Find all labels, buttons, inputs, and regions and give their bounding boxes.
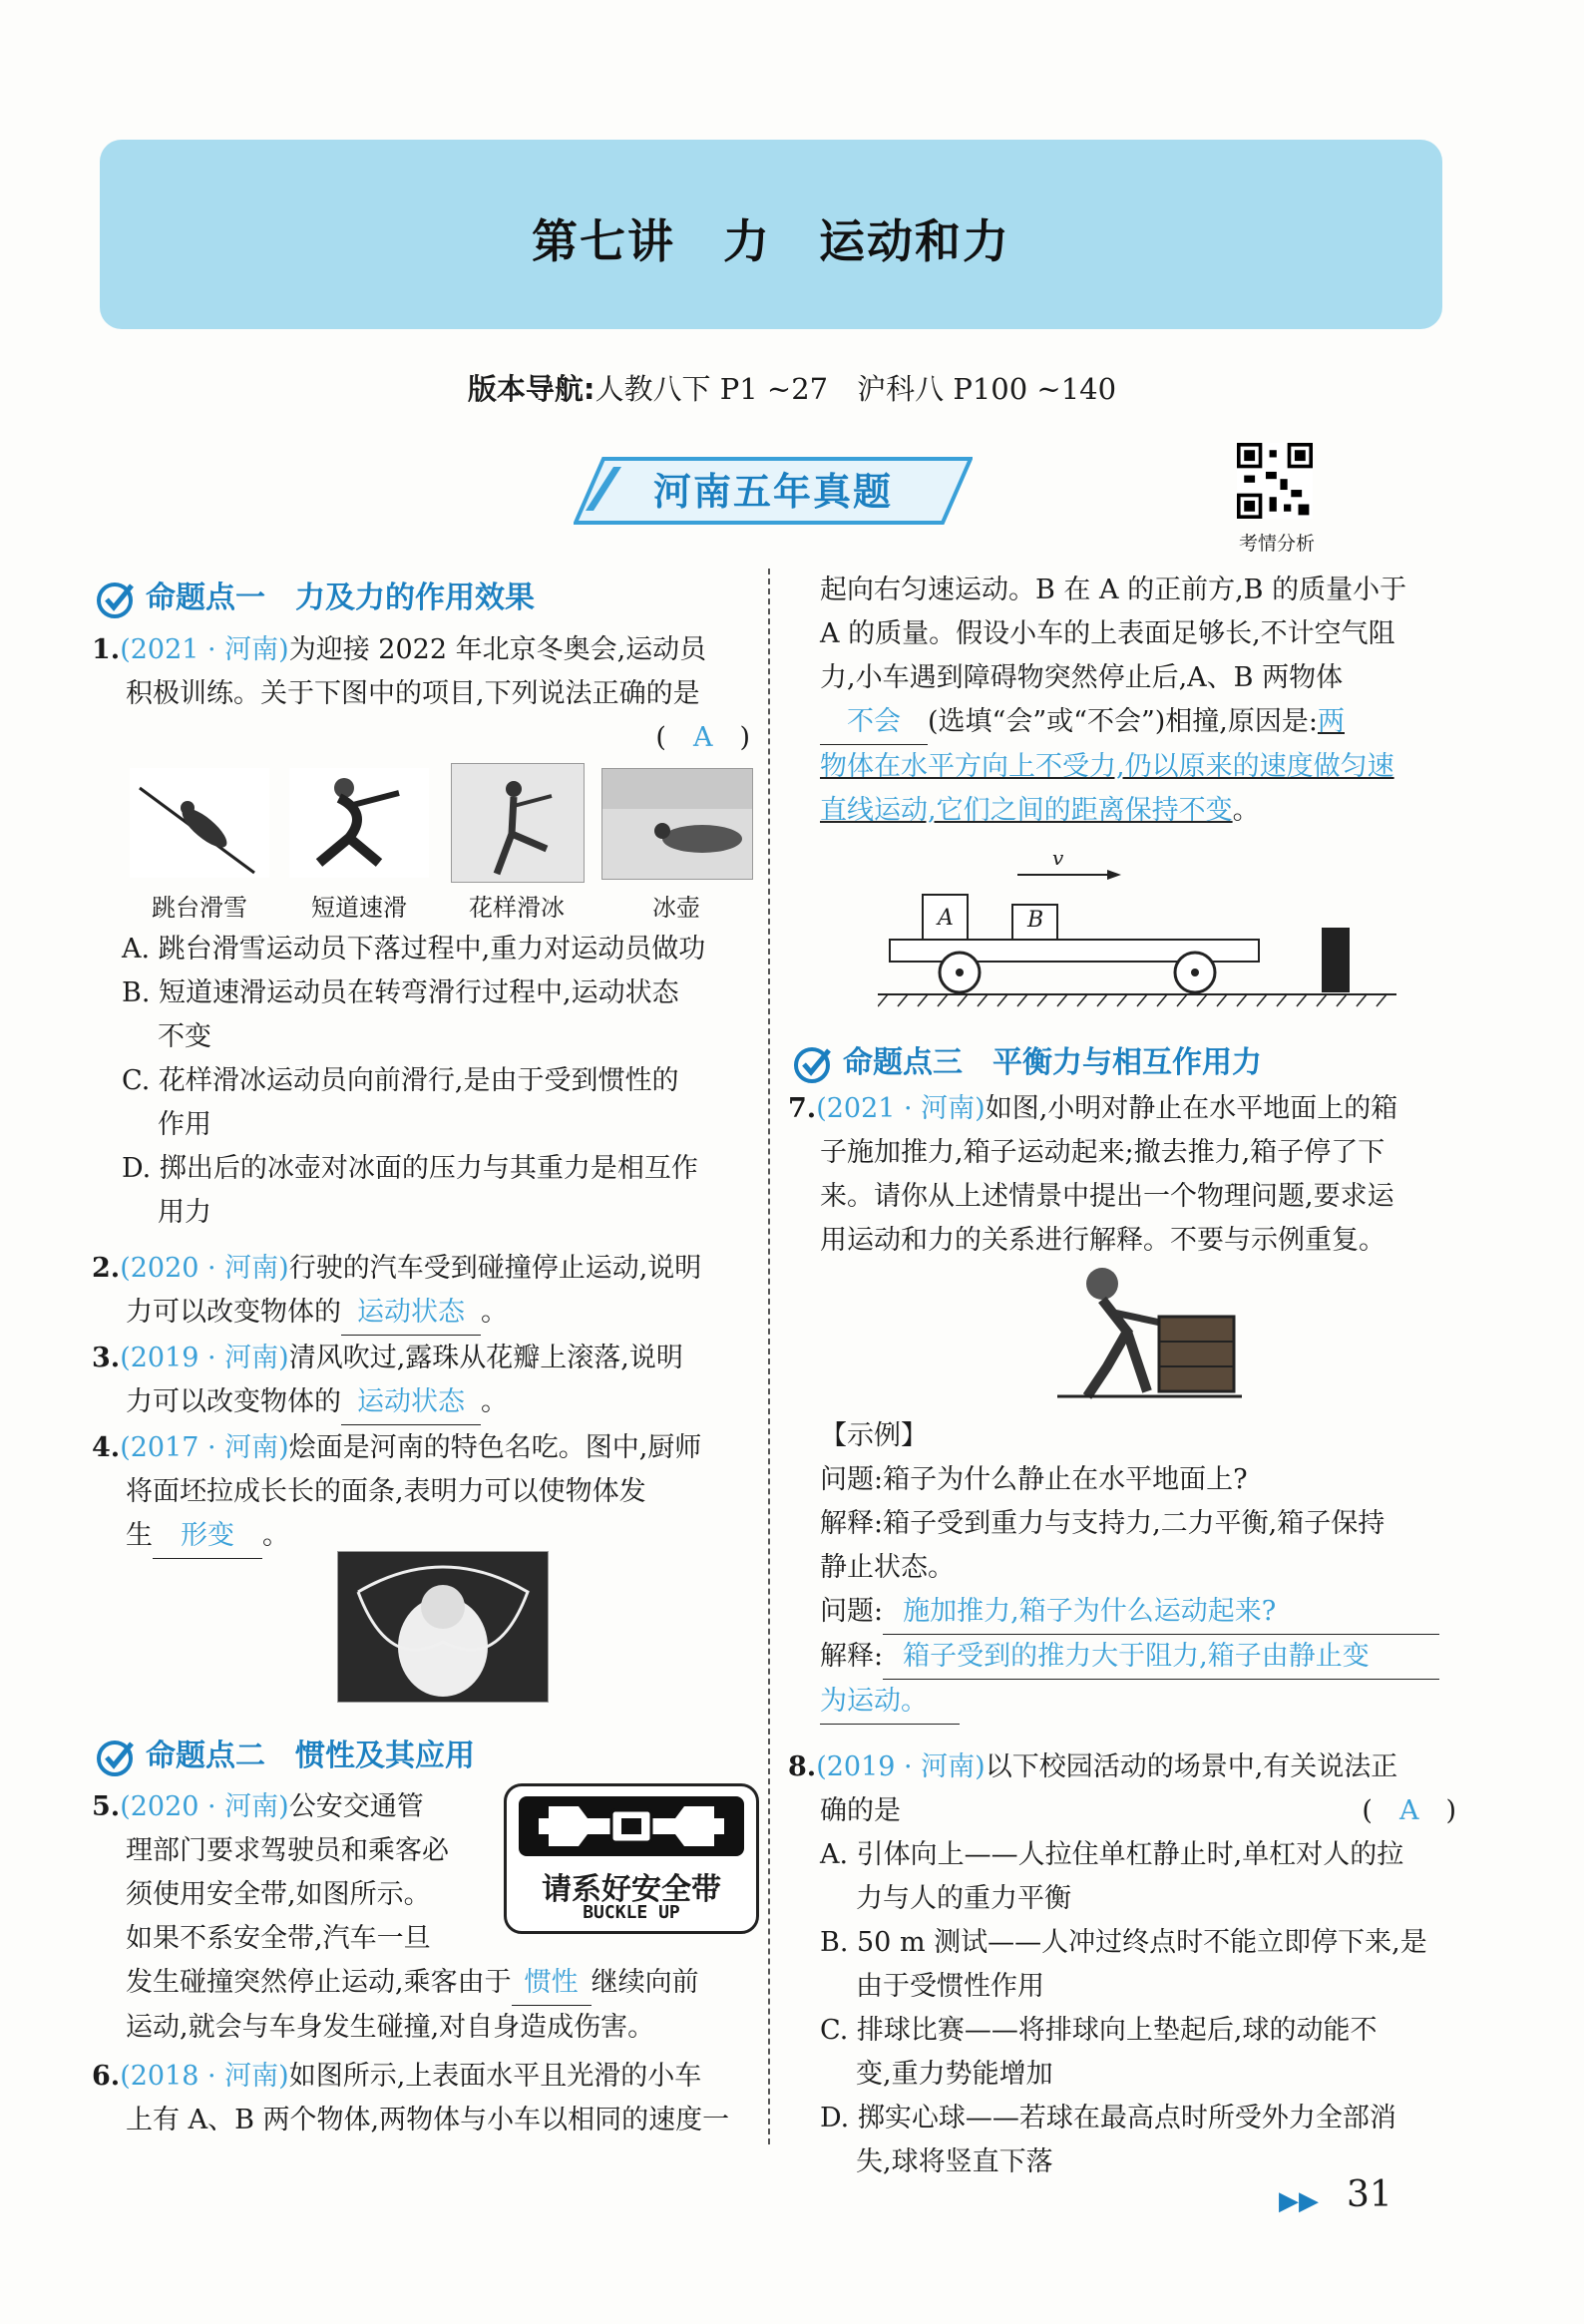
option-c: C. 排球比赛——将排球向上垫起后,球的动能不 xyxy=(820,2015,1378,2046)
speed-skating-photo xyxy=(289,768,429,878)
option-c: C. 花样滑冰运动员向前滑行,是由于受到惯性的 xyxy=(122,1065,679,1096)
question-2: 2.(2020 · 河南)行驶的汽车受到碰撞停止运动,说明 力可以改变物体的 运动状态 。 xyxy=(92,1247,760,1336)
seatbelt-buckle-icon xyxy=(519,1796,744,1856)
question-8: 8.(2019 · 河南)以下校园活动的场景中,有关说法正 确的是 ( A ) A. 引体向上——人拉住单杠静止时,单杠对人的拉 力与人的重力平衡 B. 50 m 测试——人冲过终点时不能立即停下来,是 由于受惯性作用 C. 排球比赛——将排球向上垫起后,球的动能不 变,重力势能增加 D. 掷实心球——若球在最高点时所受外力全部消 失,球将竖直下落 xyxy=(788,1745,1466,2184)
caption-speed-skating: 短道速滑 xyxy=(311,894,407,922)
topic-1-heading: 命题点一 力及力的作用效果 xyxy=(96,573,535,619)
block-a-label: A xyxy=(938,906,954,931)
q4-answer: 形变 xyxy=(153,1514,262,1559)
chapter-title: 第七讲 力 运动和力 xyxy=(532,214,1010,268)
ski-jump-photo xyxy=(130,768,269,878)
version-navigation xyxy=(0,367,1584,408)
qr-code-icon[interactable] xyxy=(1237,443,1313,519)
caption-curling: 冰壶 xyxy=(652,894,700,922)
title-banner xyxy=(100,140,1442,329)
column-divider xyxy=(768,569,770,2144)
q8-answer: A xyxy=(1398,1795,1419,1826)
version-text: 人教八下 P1 ~27 沪科八 P100 ~140 xyxy=(594,372,1117,406)
question-6-continued: 起向右匀速运动。B 在 A 的正前方,B 的质量小于 A 的质量。假设小车的上表面足够长,不计空气阻 力,小车遇到障碍物突然停止后,A、B 两物体 不会 (选填“会”或“不会”)相撞,原因是:两 物体在水平方向上不受力,仍以原来的速度做匀速 直线运动,它们之间的距离保持不变。 xyxy=(820,575,1407,826)
figure-skating-photo xyxy=(451,763,585,883)
option-a: A. 跳台滑雪运动员下落过程中,重力对运动员做功 xyxy=(122,934,706,965)
question-3: 3.(2019 · 河南)清风吹过,露珠从花瓣上滚落,说明 力可以改变物体的 运动状态 。 xyxy=(92,1337,760,1425)
version-label: 版本导航: xyxy=(467,372,595,406)
block-b-label: B xyxy=(1027,908,1044,933)
topic-3-heading: 命题点三 平衡力与相互作用力 xyxy=(793,1037,1262,1084)
sign-english: BUCKLE UP xyxy=(583,1902,680,1923)
noodle-chef-photo xyxy=(337,1551,549,1703)
curling-photo xyxy=(601,768,753,880)
question-4: 4.(2017 · 河南)烩面是河南的特色名吃。图中,厨师 将面坯拉成长长的面条,表明力可以使物体发 生 形变 。 xyxy=(92,1426,760,1559)
question-1: 1.(2021 · 河南)为迎接 2022 年北京冬奥会,运动员 积极训练。关于下图中的项目,下列说法正确的是 ( A ) xyxy=(92,634,750,753)
boy-pushing-box-illustration xyxy=(1047,1262,1247,1401)
q5-answer: 惯性 xyxy=(512,1961,592,2006)
check-circle-icon xyxy=(96,1738,136,1777)
option-d: D. 掷出后的冰壶对冰面的压力与其重力是相互作 xyxy=(122,1153,698,1184)
topic-2-heading: 命题点二 惯性及其应用 xyxy=(96,1731,475,1777)
caption-figure-skating: 花样滑冰 xyxy=(469,894,565,922)
velocity-label: v xyxy=(1052,846,1064,870)
double-arrow-icon: ▶▶ xyxy=(1279,2186,1319,2216)
cart-diagram xyxy=(878,843,1406,1017)
section-title: 河南五年真题 xyxy=(652,470,893,514)
option-b: B. 50 m 测试——人冲过终点时不能立即停下来,是 xyxy=(820,1927,1427,1958)
caption-ski-jump: 跳台滑雪 xyxy=(152,894,247,922)
q7-explanation-answer: 箱子受到的推力大于阻力,箱子由静止变 xyxy=(883,1635,1439,1680)
q3-answer: 运动状态 xyxy=(341,1380,481,1425)
question-1-options: A. 跳台滑雪运动员下落过程中,重力对运动员做功 B. 短道速滑运动员在转弯滑行过程中,运动状态 不变 C. 花样滑冰运动员向前滑行,是由于受到惯性的 作用 D. 掷出后的冰壶对冰面的压力与其重力是相互作 用力 xyxy=(122,928,760,1235)
sign-chinese: 请系好安全带 xyxy=(542,1872,721,1907)
qr-label: 考情分析 xyxy=(1238,533,1315,555)
page-number: 31 xyxy=(1347,2174,1392,2215)
question-7-example: 【示例】 问题:箱子为什么静止在水平地面上? 解释:箱子受到重力与支持力,二力平衡,箱子保持 静止状态。 问题: 施加推力,箱子为什么运动起来? 解释: 箱子受到的推力大于阻力,箱子由静止变 为运动。 xyxy=(820,1414,1468,1725)
check-circle-icon xyxy=(793,1044,833,1084)
q6-blank: 不会 xyxy=(820,700,928,745)
q1-answer: A xyxy=(692,722,713,753)
option-a: A. 引体向上——人拉住单杠静止时,单杠对人的拉 xyxy=(820,1839,1404,1870)
q7-question-answer: 施加推力,箱子为什么运动起来? xyxy=(883,1590,1439,1635)
option-b: B. 短道速滑运动员在转弯滑行过程中,运动状态 xyxy=(122,977,679,1008)
seatbelt-sign xyxy=(504,1783,759,1934)
question-6: 6.(2018 · 河南)如图所示,上表面水平且光滑的小车 上有 A、B 两个物体,两物体与小车以相同的速度一 xyxy=(92,2061,730,2135)
q2-answer: 运动状态 xyxy=(341,1291,481,1336)
question-5: 5.(2020 · 河南)公安交通管 理部门要求驾驶员和乘客必 须使用安全带,如图所示。 如果不系安全带,汽车一旦 发生碰撞突然停止运动,乘客由于 惯性 继续向前 运动,就会与车身发生碰撞,对自身造成伤害。 xyxy=(92,1791,699,2043)
option-d: D. 掷实心球——若球在最高点时所受外力全部消 xyxy=(820,2103,1396,2133)
question-7: 7.(2021 · 河南)如图,小明对静止在水平地面上的箱 子施加推力,箱子运动起来;撤去推力,箱子停了下 来。请你从上述情景中提出一个物理问题,要求运 用运动和力的关系进行解释。不要与示例重复。 xyxy=(788,1093,1398,1256)
check-circle-icon xyxy=(96,580,136,619)
